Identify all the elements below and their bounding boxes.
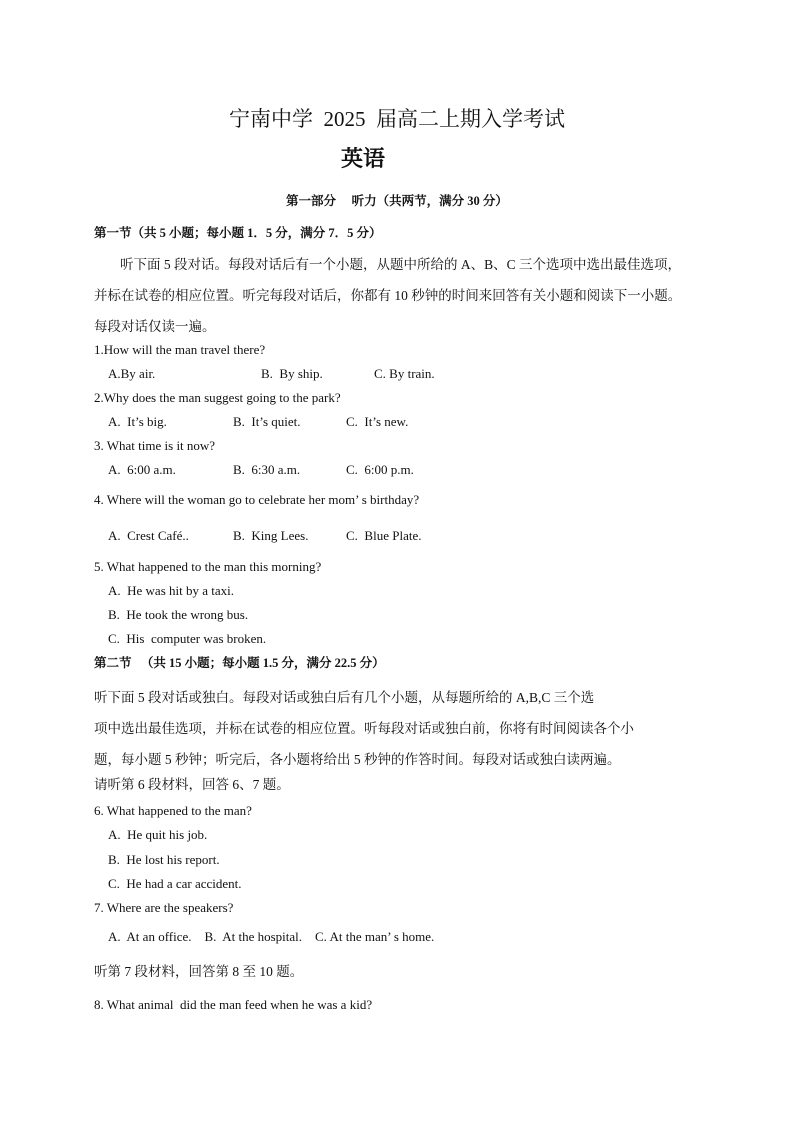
option-b: B. King Lees. (233, 528, 309, 543)
option-a: A. 6:00 a.m. (108, 462, 176, 477)
option-c: C. 6:00 p.m. (346, 462, 414, 477)
question-stem: 1.How will the man travel there? (94, 342, 266, 357)
passage-intro: 请听第 6 段材料，回答 6、7 题。 (94, 777, 290, 792)
option-a: A. He quit his job. (108, 827, 208, 842)
option-c: C. Blue Plate. (346, 528, 422, 543)
option-a: A.By air. (108, 366, 156, 381)
option-b: B. He took the wrong bus. (108, 607, 249, 622)
question-stem: 2.Why does the man suggest going to the park? (94, 390, 341, 405)
option-c: C. It’s new. (346, 414, 409, 429)
options-line: A. At an office. B. At the hospital. C. At the man’ s home. (108, 929, 435, 944)
option-a: A. It’s big. (108, 414, 167, 429)
option-b: B. By ship. (261, 366, 323, 381)
section1-instruction-line: 并标在试卷的相应位置。听完每段对话后，你都有 10 秒钟的时间来回答有关小题和阅读下一小题。 (94, 288, 682, 303)
question-stem: 7. Where are the speakers? (94, 900, 234, 915)
section1-instruction-line: 每段对话仅读一遍。 (94, 319, 216, 334)
option-c: C. By train. (374, 366, 435, 381)
section1-heading: 第一节（共 5 小题；每小题 1．5 分，满分 7．5 分） (94, 226, 382, 240)
passage-intro: 听第 7 段材料，回答第 8 至 10 题。 (94, 964, 304, 979)
section1-instruction-line: 听下面 5 段对话。每段对话后有一个小题，从题中所给的 A、B、C 三个选项中选出最佳选项， (120, 257, 682, 272)
question-stem: 6. What happened to the man? (94, 803, 252, 818)
section2-instruction-line: 项中选出最佳选项，并标在试卷的相应位置。听每段对话或独白前，你将有时间阅读各个小 (94, 721, 634, 736)
option-a: A. He was hit by a taxi. (108, 583, 235, 598)
option-a: A. Crest Café.. (108, 528, 189, 543)
section2-heading: 第二节 （共 15 小题；每小题 1.5 分，满分 22.5 分） (94, 656, 385, 670)
option-b: B. He lost his report. (108, 852, 220, 867)
option-b: B. It’s quiet. (233, 414, 301, 429)
exam-title: 宁南中学 2025 届高二上期入学考试 (229, 107, 565, 131)
option-c: C. He had a car accident. (108, 876, 242, 891)
question-stem: 8. What animal did the man feed when he was a kid? (94, 997, 373, 1012)
option-c: C. His computer was broken. (108, 631, 267, 646)
question-stem: 3. What time is it now? (94, 438, 216, 453)
section2-instruction-line: 听下面 5 段对话或独白。每段对话或独白后有几个小题，从每题所给的 A,B,C 三个选 (94, 690, 595, 705)
section2-instruction-line: 题，每小题 5 秒钟；听完后，各小题将给出 5 秒钟的作答时间。每段对话或独白读两遍。 (94, 752, 621, 767)
subject-title: 英语 (341, 146, 386, 171)
question-stem: 4. Where will the woman go to celebrate her mom’ s birthday? (94, 492, 420, 507)
option-b: B. 6:30 a.m. (233, 462, 301, 477)
question-stem: 5. What happened to the man this morning? (94, 559, 322, 574)
part1-heading: 第一部分 听力（共两节，满分 30 分） (286, 194, 508, 208)
